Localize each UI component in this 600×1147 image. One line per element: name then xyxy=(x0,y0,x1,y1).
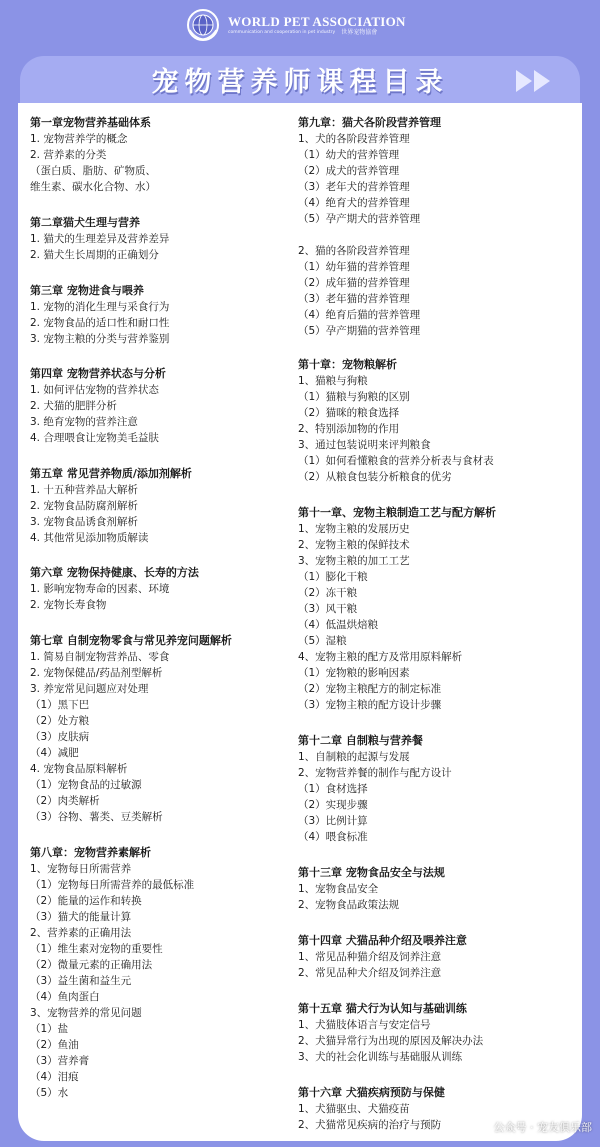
wechat-icon xyxy=(472,1120,490,1134)
chapter-title: 第十四章 犬猫品种介绍及喂养注意 xyxy=(298,933,475,949)
course-catalog-card xyxy=(18,103,582,1141)
chapter-item: （1）幼年猫的营养管理 xyxy=(298,261,410,273)
chapter-item: 1、犬的各阶段营养管理 xyxy=(298,133,410,145)
chapter-item: 2、猫的各阶段营养管理 xyxy=(298,245,410,257)
chapter-section xyxy=(30,279,298,347)
chapter-item: 3. 宠物主粮的分类与营养鉴别 xyxy=(30,333,170,345)
chapter-section xyxy=(298,353,574,485)
chapter-title: 第十五章 猫犬行为认知与基础训练 xyxy=(298,1001,475,1017)
chapter-item: （4）喂食标准 xyxy=(298,831,368,843)
chapter-section xyxy=(298,111,574,227)
chapter-item: 3、通过包装说明来评判粮食 xyxy=(298,439,431,451)
chapter-item: （5）湿粮 xyxy=(298,635,347,647)
chapter-item: （1）宠物每日所需营养的最低标准 xyxy=(30,879,195,891)
chapter-item: 2. 宠物长寿食物 xyxy=(30,599,107,611)
chapter-item: （3）益生菌和益生元 xyxy=(30,975,132,987)
chapter-item: （4）绝育犬的营养管理 xyxy=(298,197,410,209)
chapter-item: 2、犬猫异常行为出现的原因及解决办法 xyxy=(298,1035,484,1047)
chapter-item: 1. 猫犬的生理差异及营养差异 xyxy=(30,233,170,245)
org-logo xyxy=(186,8,406,42)
chapter-title: 第十一章、宠物主粮制造工艺与配方解析 xyxy=(298,505,504,521)
chapter-section xyxy=(30,362,298,446)
chapter-item: （3）皮肤病 xyxy=(30,731,90,743)
chapter-item: （4）鱼肉蛋白 xyxy=(30,991,100,1003)
chapter-item: （3）比例计算 xyxy=(298,815,368,827)
watermark-text: 公众号 · 宠友俱乐部 xyxy=(493,1121,592,1134)
chapter-item: 3. 宠物食品诱食剂解析 xyxy=(30,516,138,528)
chapter-item: 2、宠物食品政策法规 xyxy=(298,899,400,911)
chapter-item: 4. 宠物食品原料解析 xyxy=(30,763,128,775)
chapter-item: 2、宠物营养餐的制作与配方设计 xyxy=(298,767,452,779)
chapter-item: （3）猫犬的能量计算 xyxy=(30,911,132,923)
chapter-item: （1）食材选择 xyxy=(298,783,368,795)
chapter-item: 2. 营养素的分类 xyxy=(30,149,107,161)
chapter-item: （3）老年犬的营养管理 xyxy=(298,181,410,193)
chapter-item: （1）黑下巴 xyxy=(30,699,90,711)
globe-icon xyxy=(186,8,220,42)
chapter-item: （蛋白质、脂肪、矿物质、 xyxy=(30,165,156,177)
chapter-title: 第十二章 自制粮与营养餐 xyxy=(298,733,431,749)
chapter-item: （2）实现步骤 xyxy=(298,799,368,811)
chapter-item: （3）谷物、薯类、豆类解析 xyxy=(30,811,163,823)
chapter-item: 4. 合理喂食让宠物美毛益肤 xyxy=(30,432,159,444)
chapter-item: 2. 犬猫的肥胖分析 xyxy=(30,400,117,412)
chapter-item: （1）维生素对宠物的重要性 xyxy=(30,943,163,955)
chapter-item: 2. 宠物保健品/药品剂型解析 xyxy=(30,667,163,679)
chapter-item: 2. 猫犬生长周期的正确划分 xyxy=(30,249,159,261)
chapter-item: 1、犬猫驱虫、犬猫疫苗 xyxy=(298,1103,410,1115)
chapter-item: 2. 宠物食品的适口性和耐口性 xyxy=(30,317,170,329)
chapter-title: 第三章 宠物进食与喂养 xyxy=(30,283,152,299)
chapter-section xyxy=(30,462,298,546)
page-title: 宠物营养师课程目录 xyxy=(151,67,449,98)
chapter-title: 第二章猫犬生理与营养 xyxy=(30,215,148,231)
chapter-item: 3. 养宠常见问题应对处理 xyxy=(30,683,149,695)
chapter-item: （4）减肥 xyxy=(30,747,79,759)
chapter-item: （1）宠物粮的影响因素 xyxy=(298,667,410,679)
chapter-item: 1、自制粮的起源与发展 xyxy=(298,751,410,763)
chapter-item: 2、犬猫常见疾病的治疗与预防 xyxy=(298,1119,442,1131)
chapter-item: （2）肉类解析 xyxy=(30,795,100,807)
chapter-item: （4）低温烘焙粮 xyxy=(298,619,379,631)
chapter-item: 2、宠物主粮的保鲜技术 xyxy=(298,539,410,551)
chapter-item: 维生素、碳水化合物、水） xyxy=(30,181,156,193)
chapter-item: （2）微量元素的正确用法 xyxy=(30,959,153,971)
chapter-item: 3、宠物营养的常见问题 xyxy=(30,1007,142,1019)
chapter-item: （1）盐 xyxy=(30,1023,69,1035)
right-column xyxy=(298,111,574,1133)
chapter-item: 1、宠物主粮的发展历史 xyxy=(298,523,410,535)
chapter-item: 2、特别添加物的作用 xyxy=(298,423,400,435)
chapter-item: （2）冻干粮 xyxy=(298,587,358,599)
chapter-title: 第七章 自制宠物零食与常见养宠问题解析 xyxy=(30,633,240,649)
watermark xyxy=(472,1119,593,1135)
left-column xyxy=(30,111,298,1101)
chapter-item: 4、宠物主粮的配方及常用原料解析 xyxy=(298,651,463,663)
chapter-item: 1. 十五种营养品大解析 xyxy=(30,484,138,496)
chapter-item: 1. 简易自制宠物营养品、零食 xyxy=(30,651,170,663)
chapter-item: （2）宠物主粮配方的制定标准 xyxy=(298,683,442,695)
chapter-item: 2、营养素的正确用法 xyxy=(30,927,132,939)
header xyxy=(0,0,600,60)
chapter-item: 1. 宠物营养学的概念 xyxy=(30,133,128,145)
chapter-item: （4）绝育后猫的营养管理 xyxy=(298,309,421,321)
chapter-section xyxy=(298,929,574,981)
chapter-title: 第一章宠物营养基础体系 xyxy=(30,115,159,131)
chapter-section xyxy=(298,501,574,713)
chapter-item: （4）泪痕 xyxy=(30,1071,79,1083)
chapter-title: 第四章 宠物营养状态与分析 xyxy=(30,366,174,382)
chapter-title: 第十章：宠物粮解析 xyxy=(298,357,405,373)
chapter-section xyxy=(30,561,298,613)
chapter-item: 1. 宠物的消化生理与采食行为 xyxy=(30,301,170,313)
chapter-item: 1、犬猫肢体语言与安定信号 xyxy=(298,1019,431,1031)
chapter-item: 3、宠物主粮的加工工艺 xyxy=(298,555,410,567)
chapter-item: 3、犬的社会化训练与基础服从训练 xyxy=(298,1051,463,1063)
chapter-item: （2）从粮食包装分析粮食的优劣 xyxy=(298,471,452,483)
chapter-item: （2）成年猫的营养管理 xyxy=(298,277,410,289)
chapter-section xyxy=(30,841,298,1101)
chapter-item: （1）膨化干粮 xyxy=(298,571,368,583)
chapter-item: 1、猫粮与狗粮 xyxy=(298,375,368,387)
chapter-section xyxy=(298,861,574,913)
chapter-title: 第八章：宠物营养素解析 xyxy=(30,845,159,861)
chapter-item: 1、宠物食品安全 xyxy=(298,883,379,895)
org-name-cn: 世界宠物協會 xyxy=(341,28,378,36)
org-tagline: communication and cooperation in pet industry xyxy=(228,29,336,35)
chapter-item: 3. 绝育宠物的营养注意 xyxy=(30,416,138,428)
chapter-item: 2、常见品种犬介绍及饲养注意 xyxy=(298,967,442,979)
chapter-item: （3）老年猫的营养管理 xyxy=(298,293,410,305)
chapter-item: （1）宠物食品的过敏源 xyxy=(30,779,142,791)
chapter-item: （3）营养膏 xyxy=(30,1055,90,1067)
chapter-title: 第五章 常见营养物质/添加剂解析 xyxy=(30,466,200,482)
chapter-item: 4. 其他常见添加物质解读 xyxy=(30,532,149,544)
chapter-item: 1、常见品种猫介绍及饲养注意 xyxy=(298,951,442,963)
chapter-item: （2）处方粮 xyxy=(30,715,90,727)
chapter-item: （3）风干粮 xyxy=(298,603,358,615)
chapter-section xyxy=(298,729,574,845)
chapter-item: （5）孕产期犬的营养管理 xyxy=(298,213,421,225)
chapter-item: 1、宠物每日所需营养 xyxy=(30,863,132,875)
chapter-item: （2）猫咪的粮食选择 xyxy=(298,407,400,419)
chapter-item: （5）孕产期猫的营养管理 xyxy=(298,325,421,337)
chapter-section xyxy=(298,243,574,339)
org-name: WORLD PET ASSOCIATION xyxy=(228,13,406,29)
arrow-decoration-icon xyxy=(516,70,550,92)
chapter-section xyxy=(30,211,298,263)
chapter-item: 2. 宠物食品防腐剂解析 xyxy=(30,500,138,512)
chapter-item: （1）幼犬的营养管理 xyxy=(298,149,400,161)
chapter-section xyxy=(298,997,574,1065)
chapter-item: 1. 影响宠物寿命的因素、环境 xyxy=(30,583,170,595)
chapter-title: 第六章 宠物保持健康、长寿的方法 xyxy=(30,565,207,581)
title-bar xyxy=(20,56,580,106)
chapter-item: （3）宠物主粮的配方设计步骤 xyxy=(298,699,442,711)
chapter-item: （2）成犬的营养管理 xyxy=(298,165,400,177)
chapter-item: （5）水 xyxy=(30,1087,69,1099)
chapter-title: 第十三章 宠物食品安全与法规 xyxy=(298,865,453,881)
chapter-section xyxy=(30,629,298,825)
chapter-item: （2）鱼油 xyxy=(30,1039,79,1051)
chapter-item: （1）猫粮与狗粮的区别 xyxy=(298,391,410,403)
chapter-title: 第九章：猫犬各阶段营养管理 xyxy=(298,115,449,131)
chapter-section xyxy=(30,111,298,195)
chapter-item: （2）能量的运作和转换 xyxy=(30,895,142,907)
chapter-title: 第十六章 犬猫疾病预防与保健 xyxy=(298,1085,453,1101)
chapter-item: （1）如何看懂粮食的营养分析表与食材表 xyxy=(298,455,494,467)
chapter-item: 1. 如何评估宠物的营养状态 xyxy=(30,384,159,396)
